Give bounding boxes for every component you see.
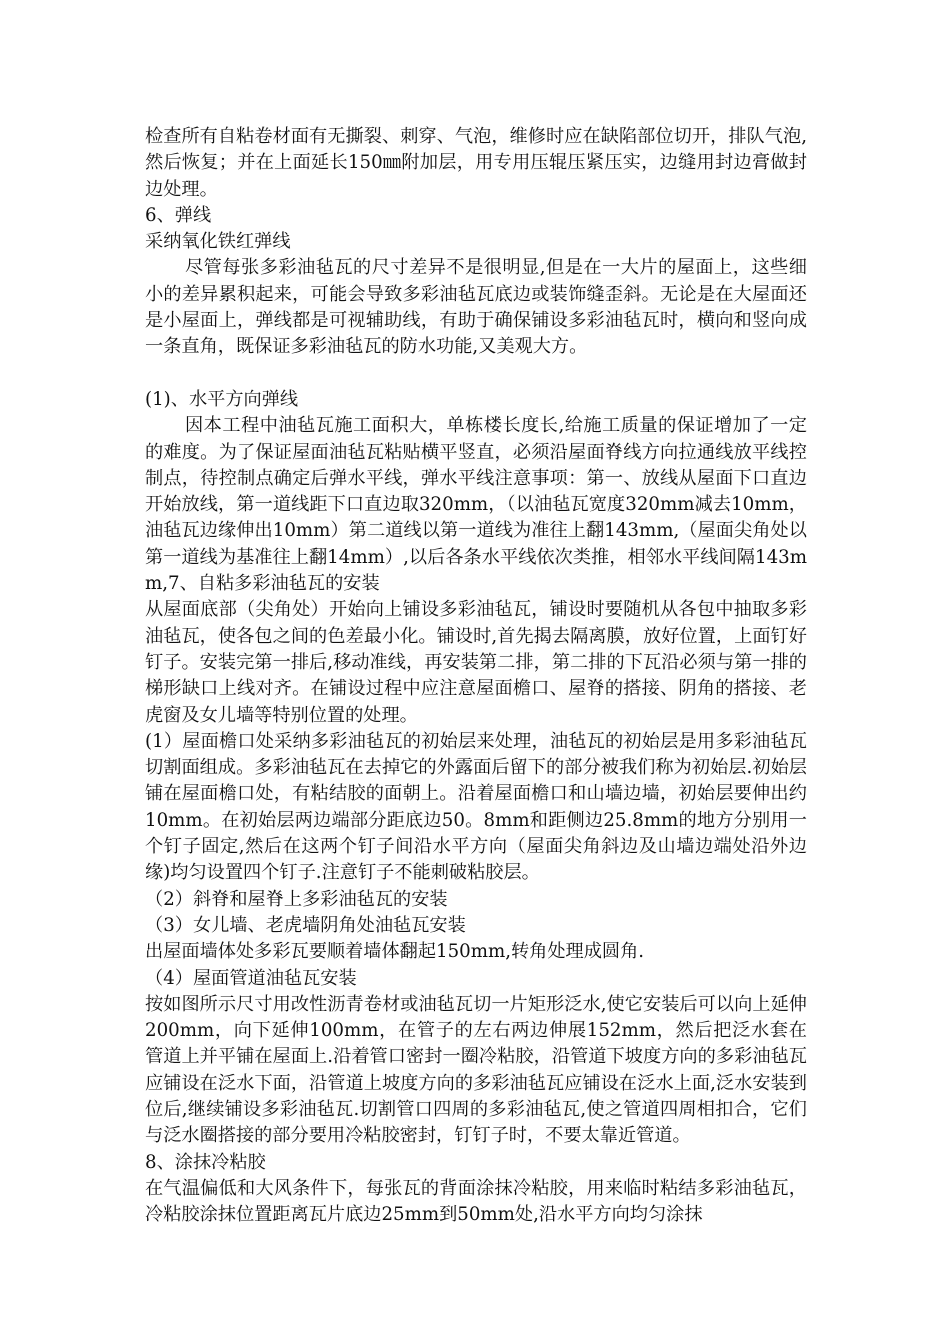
paragraph-inspection: 检查所有自粘卷材面有无撕裂、刺穿、气泡，维修时应在缺陷部位切开，排队气泡,然后恢复；并在上面延长150㎜附加层，用专用压辊压紧压实，边缝用封边膏做封边处理。 — [145, 126, 807, 200]
heading-parapet-install: （3）女儿墙、老虎墙阴角处油毡瓦安装 — [145, 914, 466, 936]
heading-pipe-install: （4）屋面管道油毡瓦安装 — [145, 967, 357, 989]
heading-horizontal-line: (1)、水平方向弹线 — [145, 388, 299, 410]
heading-cold-adhesive: 8、涂抹冷粘胶 — [145, 1151, 266, 1173]
paragraph-horizontal-line: 因本工程中油毡瓦施工面积大，单栋楼长度长,给施工质量的保证增加了一定的难度。为了保证屋面油毡瓦粘贴横平竖直，必须沿屋面脊线方向拉通线放平线控制点，待控制点确定后弹水平线，弹水平线注意事项：第一、放线从屋面下口直边开始放线，第一道线距下口直边取320mm，（以油毡瓦宽度320mm减去10mm，油毡瓦边缘伸出10mm）第二道线以第一道线为准往上翻143mm,（屋面尖角处以第一道线为基准往上翻14mm）,以后各条水平线依次类推，相邻水平线间隔143mm,7、自粘多彩油毡瓦的安装 — [145, 415, 807, 595]
heading-chalk-line: 6、弹线 — [145, 204, 212, 226]
paragraph-pipe-flashing: 按如图所示尺寸用改性沥青卷材或油毡瓦切一片矩形泛水,使它安装后可以向上延伸200mm，向下延伸100mm，在管子的左右两边伸展152mm，然后把泛水套在管道上并平铺在屋面上.沿着管口密封一圈冷粘胶，沿管道下坡度方向的多彩油毡瓦应铺设在泛水下面，沿管道上坡度方向的多彩油毡瓦应铺设在泛水上面,泛水安装到位后,继续铺设多彩油毡瓦.切割管口四周的多彩油毡瓦,使之管道四周相扣合，它们与泛水圈搭接的部分要用冷粘胶密封，钉钉子时，不要太靠近管道。 — [145, 993, 807, 1147]
heading-ridge-install: （2）斜脊和屋脊上多彩油毡瓦的安装 — [145, 888, 448, 910]
paragraph-eaves-starter: (1）屋面檐口处采纳多彩油毡瓦的初始层来处理，油毡瓦的初始层是用多彩油毡瓦切割面组成。多彩油毡瓦在去掉它的外露面后留下的部分被我们称为初始层.初始层铺在屋面檐口处，有粘结胶的面朝上。沿着屋面檐口和山墙边墙，初始层要伸出约10mm。在初始层两边端部分距底边50。8mm和距侧边25.8mm的地方分别用一个钉子固定,然后在这两个钉子间沿水平方向（屋面尖角斜边及山墙边端处沿外边缘)均匀设置四个钉子.注意钉子不能刺破粘胶层。 — [145, 730, 807, 884]
paragraph-laying-order: 从屋面底部（尖角处）开始向上铺设多彩油毡瓦，铺设时要随机从各包中抽取多彩油毡瓦，使各包之间的色差最小化。铺设时,首先揭去隔离膜，放好位置，上面钉好钉子。安装完第一排后,移动准线，再安装第二排，第二排的下瓦沿必须与第一排的梯形缺口上线对齐。在铺设过程中应注意屋面檐口、屋脊的搭接、阴角的搭接、老虎窗及女儿墙等特别位置的处理。 — [145, 599, 807, 726]
paragraph-chalk-line-purpose: 尽管每张多彩油毡瓦的尺寸差异不是很明显,但是在一大片的屋面上，这些细小的差异累积起来，可能会导致多彩油毡瓦底边或装饰缝歪斜。无论是在大屋面还是小屋面上，弹线都是可视辅助线，有助于确保铺设多彩油毡瓦时，横向和竖向成一条直角，既保证多彩油毡瓦的防水功能,又美观大方。 — [145, 257, 807, 358]
paragraph-cold-adhesive: 在气温偏低和大风条件下，每张瓦的背面涂抹冷粘胶，用来临时粘结多彩油毡瓦，冷粘胶涂抹位置距离瓦片底边25mm到50mm处,沿水平方向均匀涂抹 — [145, 1177, 807, 1226]
subheading-iron-oxide-red: 采纳氧化铁红弹线 — [145, 231, 291, 253]
paragraph-wall-flashing: 出屋面墙体处多彩瓦要顺着墙体翻起150mm,转角处理成圆角. — [145, 941, 645, 963]
document-body — [145, 124, 807, 1228]
